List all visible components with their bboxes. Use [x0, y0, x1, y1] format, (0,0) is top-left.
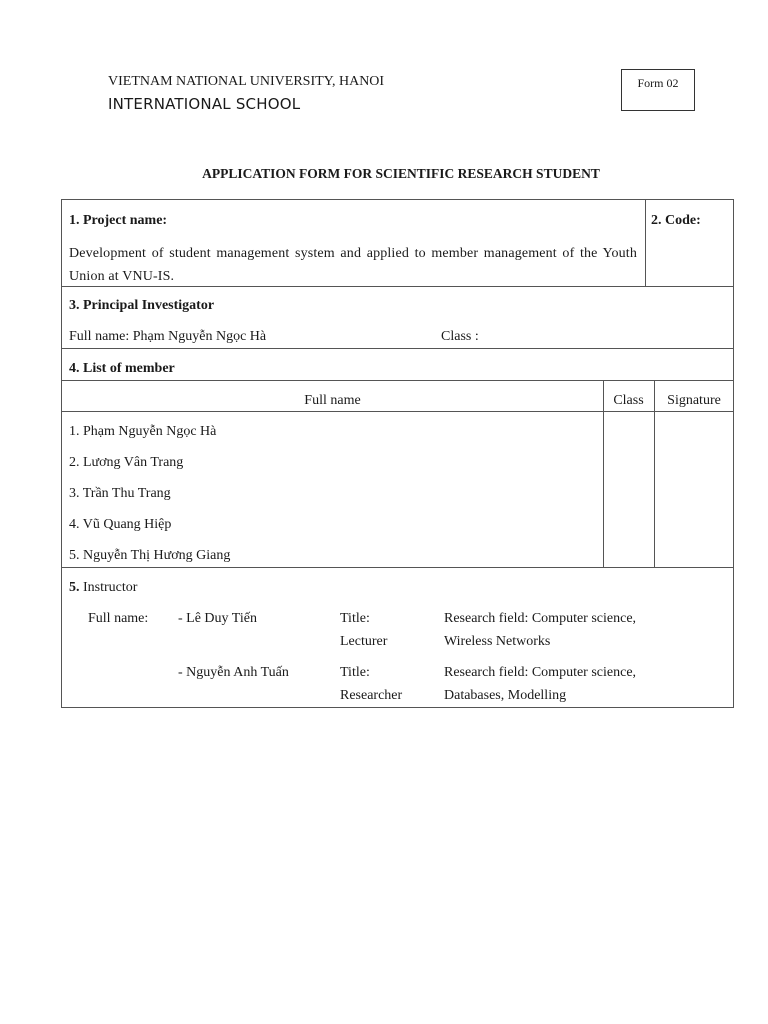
- member-class-header: Class: [613, 393, 644, 408]
- member-list-item: 5. Nguyễn Thị Hương Giang: [69, 548, 231, 563]
- pi-class: Class :: [441, 329, 479, 344]
- school-name: INTERNATIONAL SCHOOL: [108, 95, 301, 113]
- member-list-item: 2. Lương Vân Trang: [69, 455, 184, 470]
- instructor-name: - Nguyễn Anh Tuấn: [178, 665, 289, 680]
- member-list-item: 1. Phạm Nguyễn Ngọc Hà: [69, 424, 217, 439]
- row-divider: [62, 348, 733, 349]
- instructor-fullname-label: Full name:: [88, 611, 149, 626]
- instructor-title: Lecturer: [340, 634, 388, 649]
- row-divider: [62, 380, 733, 381]
- project-name-value: Development of student management system and applied to member management of the Youth Union at VNU-IS.: [69, 246, 637, 284]
- instructor-label: Instructor: [83, 580, 138, 595]
- instructor-research-field: Databases, Modelling: [444, 688, 567, 703]
- principal-investigator-label: 3. Principal Investigator: [69, 298, 215, 313]
- instructor-title: Researcher: [340, 688, 403, 703]
- row-divider: [62, 567, 733, 568]
- instructor-number: 5.: [69, 580, 80, 595]
- member-fullname-header: Full name: [304, 393, 361, 408]
- instructor-title-label: Title:: [340, 611, 370, 626]
- row-divider: [62, 411, 733, 412]
- application-form-table: [61, 199, 734, 708]
- instructor-research-field: Research field: Computer science,: [444, 665, 637, 680]
- project-name-label: 1. Project name:: [69, 213, 168, 228]
- form-number-box: [621, 69, 695, 111]
- form-title: APPLICATION FORM FOR SCIENTIFIC RESEARCH STUDENT: [202, 166, 600, 181]
- member-list-label: 4. List of member: [69, 361, 175, 376]
- instructor-name: - Lê Duy Tiến: [178, 611, 257, 626]
- column-divider: [645, 200, 646, 286]
- university-name: VIETNAM NATIONAL UNIVERSITY, HANOI: [108, 74, 385, 89]
- form-number: Form 02: [637, 76, 679, 90]
- instructor-title-label: Title:: [340, 665, 370, 680]
- instructor-heading: [69, 580, 137, 596]
- instructor-research-field: Research field: Computer science,: [444, 611, 637, 626]
- instructor-research-field: Wireless Networks: [444, 634, 551, 649]
- code-label: 2. Code:: [651, 213, 701, 228]
- pi-full-name: Full name: Phạm Nguyễn Ngọc Hà: [69, 329, 267, 344]
- member-signature-header: Signature: [667, 393, 721, 408]
- member-list-item: 3. Trần Thu Trang: [69, 486, 171, 501]
- member-list-item: 4. Vũ Quang Hiệp: [69, 517, 172, 532]
